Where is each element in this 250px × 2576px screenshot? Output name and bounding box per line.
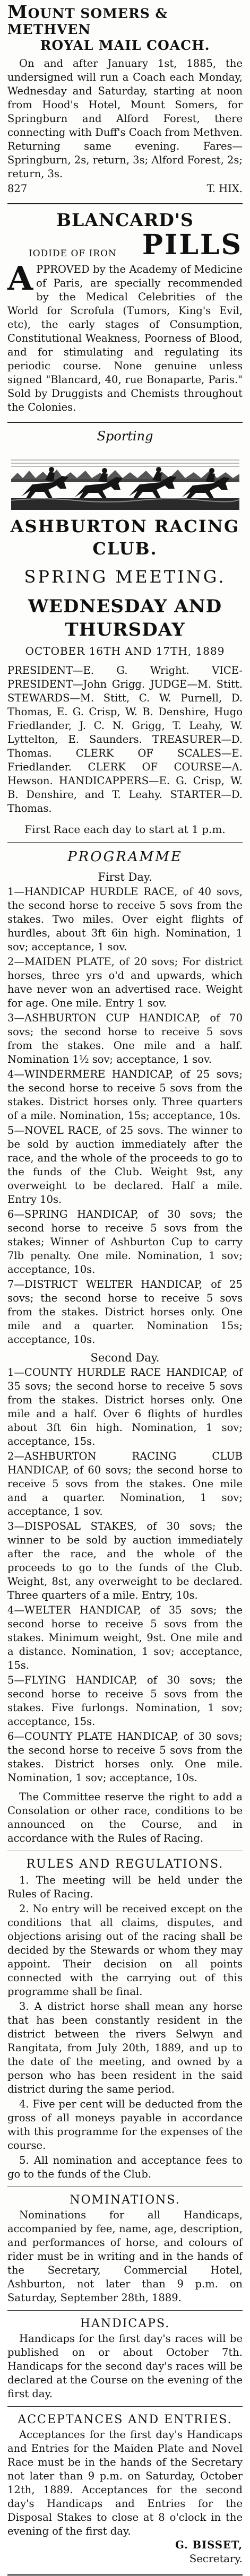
race-entry: 6—SPRING HANDICAP, of 30 sovs; the second horse to receive 5 sovs from the stakes; Winner of Ashburton Cup to carry 7lb penalty. One mile. Nomination, 1 sov; acceptance, 10s.: [7, 1208, 243, 1276]
blancard-subtitle: IODIDE OF IRON: [29, 248, 117, 259]
blancard-body-wrap: [7, 259, 243, 414]
divider: [7, 203, 243, 204]
first-race-notice: First Race each day to start at 1 p.m.: [24, 823, 226, 836]
blancard-dropcap: A: [7, 259, 33, 298]
rule-item: 5. All nomination and acceptance fees to go to the funds of the Club.: [7, 2154, 243, 2180]
coach-sig-number: 827: [7, 183, 28, 195]
sporting-label: Sporting: [97, 429, 153, 444]
race-entry: 4—WELTER HANDICAP, of 35 sovs; the second horse to receive 5 sovs from the stakes. Minimum weight, 9st. One mile and a distance. Nomination, 1 sov; acceptance, 15s.: [7, 1604, 243, 1671]
rule-item: 1. The meeting will be held under the Rules of Racing.: [7, 1874, 243, 1900]
horse-race-engraving-icon: [11, 447, 239, 510]
day-heading: Second Day.: [90, 1351, 160, 1364]
coach-heading-initial: M: [7, 2, 28, 23]
race-entry: 6—COUNTY PLATE HANDICAP, of 30 sovs; the second horse to receive 5 sovs from the stakes. District horses only. One mile. Nomination, 1 sov; acceptance, 10s.: [7, 1730, 243, 1784]
race-entry: 3—DISPOSAL STAKES, of 30 sovs; the winner to be sold by auction immediately after the race, and the whole of the proceeds to go to the funds of the Club. Weight, 8st, any overweight to be declared. Three quarters of a mile. Entry, 10s.: [7, 1520, 243, 1601]
blancard-pills: PILLS: [142, 229, 243, 261]
race-entry: 2—MAIDEN PLATE, of 20 sovs; For district horses, three yrs o'd and upwards, which have never won an advertised race. Weight for age. One mile. Entry 1 sov.: [7, 956, 243, 1009]
programme-title: PROGRAMME: [67, 849, 183, 865]
acceptances-title: ACCEPTANCES AND ENTRIES.: [18, 2413, 232, 2426]
coach-notice: [7, 4, 243, 196]
programme: [7, 848, 243, 1845]
handicaps-section: [7, 2316, 243, 2401]
acceptances-section: [7, 2412, 243, 2538]
race-entry: 1—COUNTY HURDLE RACE HANDICAP, of 35 sovs; the second horse to receive 5 sovs from the stakes. District horses only. One mile and a half. Over 6 flights of hurdles about 3ft 6in high. Nomination, 1 sov; acceptance, 15s.: [7, 1366, 243, 1447]
rules-section: [7, 1857, 243, 2181]
day-heading: First Day.: [98, 871, 152, 883]
divider: [7, 2310, 243, 2311]
secretary-title: Secretary.: [189, 2553, 243, 2565]
rule-item: 4. Five per cent will be deducted from the gross of all moneys payable in accordance with this programme for the expenses of the course.: [7, 2098, 243, 2152]
blancard-brand: BLANCARD'S: [56, 210, 194, 230]
racing-club-header: [7, 515, 243, 658]
race-entry: 4—WINDERMERE HANDICAP, of 25 sovs; the second horse to receive 5 sovs from the stakes. District horses only. Three quarters of a mile. Nomination, 15s; acceptance, 10s.: [7, 1068, 243, 1122]
coach-heading: [7, 4, 243, 38]
nominations-title: NOMINATIONS.: [70, 2193, 180, 2207]
coach-signature: [7, 182, 243, 196]
race-entry: 2—ASHBURTON RACING CLUB HANDICAP, of 60 sovs; the second horse to receive 5 sovs from the stakes. One mile and a quarter. Nomination, 1 sov; acceptance, 1 sov.: [7, 1450, 243, 1517]
race-entry: 1—HANDICAP HURDLE RACE, of 40 sovs, the second horse to receive 5 sovs from the stakes. Two miles. Over eight flights of hurdles, about 3ft 6in high. Nomination, 1 sov; acceptance, 1 sov.: [7, 886, 243, 953]
acceptances-body: Acceptances for the first day's Handicaps and Entries for the Maiden Plate and Novel Race must be in the hands of the Secretary not later than 9 p.m. on Saturday, October 12th, 1889. Acceptances for the second day's Handicaps and Entries for the Disposal Stakes to close at 8 o'clock in the evening of the first day.: [7, 2428, 243, 2537]
race-entry: 3—ASHBURTON CUP HANDICAP, of 70 sovs; the second horse to receive 5 sovs from the stakes. One mile and a half. Nomination 1½ sov; acceptance, 1 sov.: [7, 1012, 243, 1065]
blancard-subtitle-row: [7, 231, 243, 259]
race-entry: 5—FLYING HANDICAP, of 30 sovs; the second horse to receive 5 sovs from the stakes. Five furlongs. Nomination, 1 sov; acceptance, 15s.: [7, 1674, 243, 1728]
secretary-name: G. BISSET,: [175, 2539, 243, 2551]
coach-heading-rest: OUNT SOMERS & METHVEN: [7, 6, 168, 37]
coach-body: On and after January 1st, 1885, the undersigned will run a Coach each Monday, Wednesday and Saturday, starting at noon from Hood's Hotel, Mount Somers, for Springburn and Alford Forest, there connecting with Duff's Coach from Methven. Returning same evening. Fares—Springburn, 2s, return, 3s; Alford Forest, 2s; return, 3s.: [7, 57, 243, 180]
nominations-body: Nominations for all Handicaps, accompanied by fee, name, age, description, and performances of horse, and colours of rider must be in writing and in the hands of the Secretary, Commercial Hotel, Ashburton, not later than 9 p.m. on Saturday, September 28th, 1889.: [7, 2209, 243, 2304]
rule-item: 2. No entry will be received except on the conditions that all claims, disputes, and objections arising out of the racing shall be decided by the Stewards or whom they may appoint. Their decision on all points connected with the carrying out of this programme shall be final.: [7, 1903, 243, 1998]
meeting-days: WEDNESDAY AND THURSDAY: [28, 596, 222, 640]
handicaps-title: HANDICAPS.: [80, 2317, 170, 2330]
meeting-dates: OCTOBER 16TH AND 17TH, 1889: [25, 645, 225, 657]
club-name: ASHBURTON RACING CLUB.: [10, 516, 240, 559]
rules-title: RULES AND REGULATIONS.: [26, 1858, 224, 1871]
rule-item: 3. A district horse shall mean any horse that has been constantly resident in the district between the rivers Selwyn and Rangitata, from July 20th, 1889, and up to the date of the meeting, and owned by a person who has been resident in the said district during the same period.: [7, 2000, 243, 2095]
blancard-body: PPROVED by the Academy of Medicine of Paris, are specially recommended by the Medical Celebrities of the World for Scrofula (Tumors, King's Evil, etc), the early stages of Consumption, Constitutional Weakness, Poorness of Blood, and for stimulating and regulating its periodic course. None genuine unless signed "Blancard, 40, rue Bonaparte, Paris." Sold by Druggists and Chemists throughout the Colonies.: [7, 263, 243, 413]
officials-list: PRESIDENT—E. G. Wright. VICE-PRESIDENT—John Grigg. JUDGE—M. Stitt. STEWARDS—M. Stitt, C. W. Purnell, D. Thomas, E. G. Crisp, W. B. Denshire, Hugo Friedlander, J. C. N. Grigg, T. Leahy, W. Lyttelton, E. Saunders. TREASURER—D. Thomas. CLERK OF SCALES—E. Friedlander. CLERK OF COURSE—A. Hewson. HANDICAPPERS—E. G. Crisp, W. B. Denshire, and T. Leahy. STARTER—D. Thomas.: [7, 664, 243, 814]
race-entry: 5—NOVEL RACE, of 25 sovs. The winner to be sold by auction immediately after the race, and the whole of the proceeds to go to the funds of the Club. Weight 9st, any overweight to be declared. Half a mile. Entry 10s.: [7, 1124, 243, 1205]
divider: [7, 422, 243, 423]
handicaps-body: Handicaps for the first day's races will be published on or about October 7th. Handicaps for the second day's races will be declared at the Course on the evening of the first day.: [7, 2332, 243, 2400]
coach-sig-name: T. HIX.: [206, 183, 243, 195]
committee-note: The Committee reserve the right to add a Consolation or other race, conditions to be announced on the Course, and in accordance with the Rules of Racing.: [7, 1791, 243, 1844]
coach-heading-line2: ROYAL MAIL COACH.: [40, 38, 210, 53]
meeting-title: SPRING MEETING.: [24, 567, 226, 587]
divider: [7, 842, 243, 843]
divider: [7, 2406, 243, 2407]
race-entry: 7—DISTRICT WELTER HANDICAP, of 25 sovs; the second horse to receive 5 sovs from the stakes. District horses only. One mile and a quarter. Nomination 15s; acceptance, 10s.: [7, 1278, 243, 1346]
blancard-advertisement: [7, 210, 243, 414]
nominations-section: [7, 2192, 243, 2305]
